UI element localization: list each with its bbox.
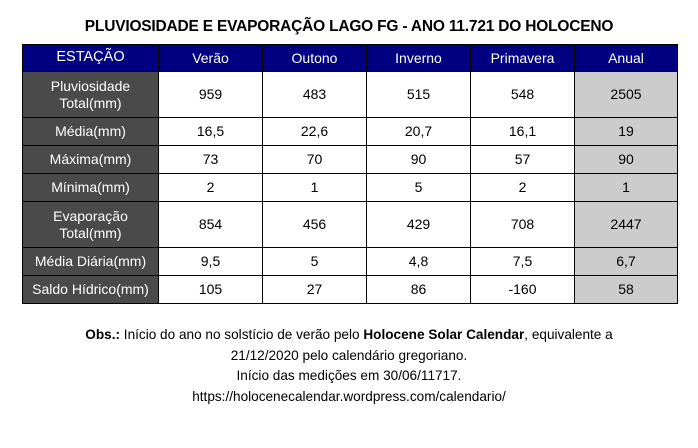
cell-media-verao: 16,5 bbox=[159, 118, 263, 146]
table-row bbox=[23, 174, 678, 202]
cell-media-diaria-inverno: 4,8 bbox=[367, 248, 471, 276]
cell-media-inverno: 20,7 bbox=[367, 118, 471, 146]
table-row bbox=[23, 248, 678, 276]
pluviosidade-evaporacao-table bbox=[22, 44, 678, 304]
note-line-1-text-a: Início do ano no solstício de verão pelo bbox=[120, 327, 364, 342]
cell-media-diaria-anual: 6,7 bbox=[575, 248, 678, 276]
cell-minima-inverno: 5 bbox=[367, 174, 471, 202]
cell-pluviosidade-total-outono: 483 bbox=[263, 72, 367, 118]
table-head bbox=[23, 45, 678, 72]
note-source-url: https://holocenecalendar.wordpress.com/calendario/ bbox=[192, 388, 506, 404]
column-header-primavera: Primavera bbox=[471, 45, 575, 72]
column-header-verao: Verão bbox=[159, 45, 263, 72]
table-header-row bbox=[23, 45, 678, 72]
table-row bbox=[23, 276, 678, 304]
cell-minima-anual: 1 bbox=[575, 174, 678, 202]
column-header-anual: Anual bbox=[575, 45, 678, 72]
row-label-media-diaria: Média Diária(mm) bbox=[23, 248, 159, 276]
page-title: PLUVIOSIDADE E EVAPORAÇÃO LAGO FG - ANO 11.721 DO HOLOCENO bbox=[84, 18, 614, 35]
cell-media-diaria-verao: 9,5 bbox=[159, 248, 263, 276]
cell-media-diaria-primavera: 7,5 bbox=[471, 248, 575, 276]
note-line-3: Início das medições em 30/06/11717. bbox=[236, 368, 462, 384]
cell-evaporacao-total-outono: 456 bbox=[263, 202, 367, 248]
cell-evaporacao-total-primavera: 708 bbox=[471, 202, 575, 248]
cell-minima-verao: 2 bbox=[159, 174, 263, 202]
cell-minima-primavera: 2 bbox=[471, 174, 575, 202]
cell-media-primavera: 16,1 bbox=[471, 118, 575, 146]
cell-maxima-anual: 90 bbox=[575, 146, 678, 174]
table-row bbox=[23, 118, 678, 146]
cell-media-diaria-outono: 5 bbox=[263, 248, 367, 276]
column-header-estacao: ESTAÇÃO bbox=[23, 45, 159, 72]
row-label-pluviosidade-total bbox=[23, 72, 159, 118]
cell-evaporacao-total-anual: 2447 bbox=[575, 202, 678, 248]
note-line-1-text-b: , equivalente a bbox=[524, 327, 613, 342]
row-label-line2: Total(mm) bbox=[59, 224, 122, 241]
row-label-line2: Total(mm) bbox=[59, 94, 122, 111]
note-line-2: 21/12/2020 pelo calendário gregoriano. bbox=[230, 347, 468, 363]
cell-saldo-hidrico-inverno: 86 bbox=[367, 276, 471, 304]
cell-evaporacao-total-verao: 854 bbox=[159, 202, 263, 248]
cell-minima-outono: 1 bbox=[263, 174, 367, 202]
table-body bbox=[23, 72, 678, 304]
table-row bbox=[23, 146, 678, 174]
data-table-container bbox=[22, 44, 677, 304]
cell-saldo-hidrico-anual: 58 bbox=[575, 276, 678, 304]
cell-pluviosidade-total-inverno: 515 bbox=[367, 72, 471, 118]
row-label-line1: Pluviosidade bbox=[50, 77, 131, 94]
notes-block bbox=[0, 325, 698, 408]
cell-pluviosidade-total-primavera: 548 bbox=[471, 72, 575, 118]
cell-evaporacao-total-inverno: 429 bbox=[367, 202, 471, 248]
note-obs-label: Obs.: bbox=[85, 327, 121, 342]
table-row bbox=[23, 72, 678, 118]
row-label-evaporacao-total bbox=[23, 202, 159, 248]
row-label-saldo-hidrico: Saldo Hídrico(mm) bbox=[23, 276, 159, 304]
row-label-minima: Mínima(mm) bbox=[23, 174, 159, 202]
row-label-line1: Evaporação bbox=[53, 207, 128, 224]
cell-media-anual: 19 bbox=[575, 118, 678, 146]
table-row bbox=[23, 202, 678, 248]
cell-saldo-hidrico-primavera: -160 bbox=[471, 276, 575, 304]
cell-pluviosidade-total-verao: 959 bbox=[159, 72, 263, 118]
row-label-media: Média(mm) bbox=[23, 118, 159, 146]
cell-saldo-hidrico-verao: 105 bbox=[159, 276, 263, 304]
cell-maxima-primavera: 57 bbox=[471, 146, 575, 174]
cell-saldo-hidrico-outono: 27 bbox=[263, 276, 367, 304]
column-header-inverno: Inverno bbox=[367, 45, 471, 72]
note-line-1 bbox=[0, 325, 698, 346]
cell-maxima-inverno: 90 bbox=[367, 146, 471, 174]
row-label-maxima: Máxima(mm) bbox=[23, 146, 159, 174]
column-header-outono: Outono bbox=[263, 45, 367, 72]
note-calendar-name: Holocene Solar Calendar bbox=[363, 327, 525, 342]
cell-media-outono: 22,6 bbox=[263, 118, 367, 146]
cell-maxima-outono: 70 bbox=[263, 146, 367, 174]
cell-pluviosidade-total-anual: 2505 bbox=[575, 72, 678, 118]
cell-maxima-verao: 73 bbox=[159, 146, 263, 174]
